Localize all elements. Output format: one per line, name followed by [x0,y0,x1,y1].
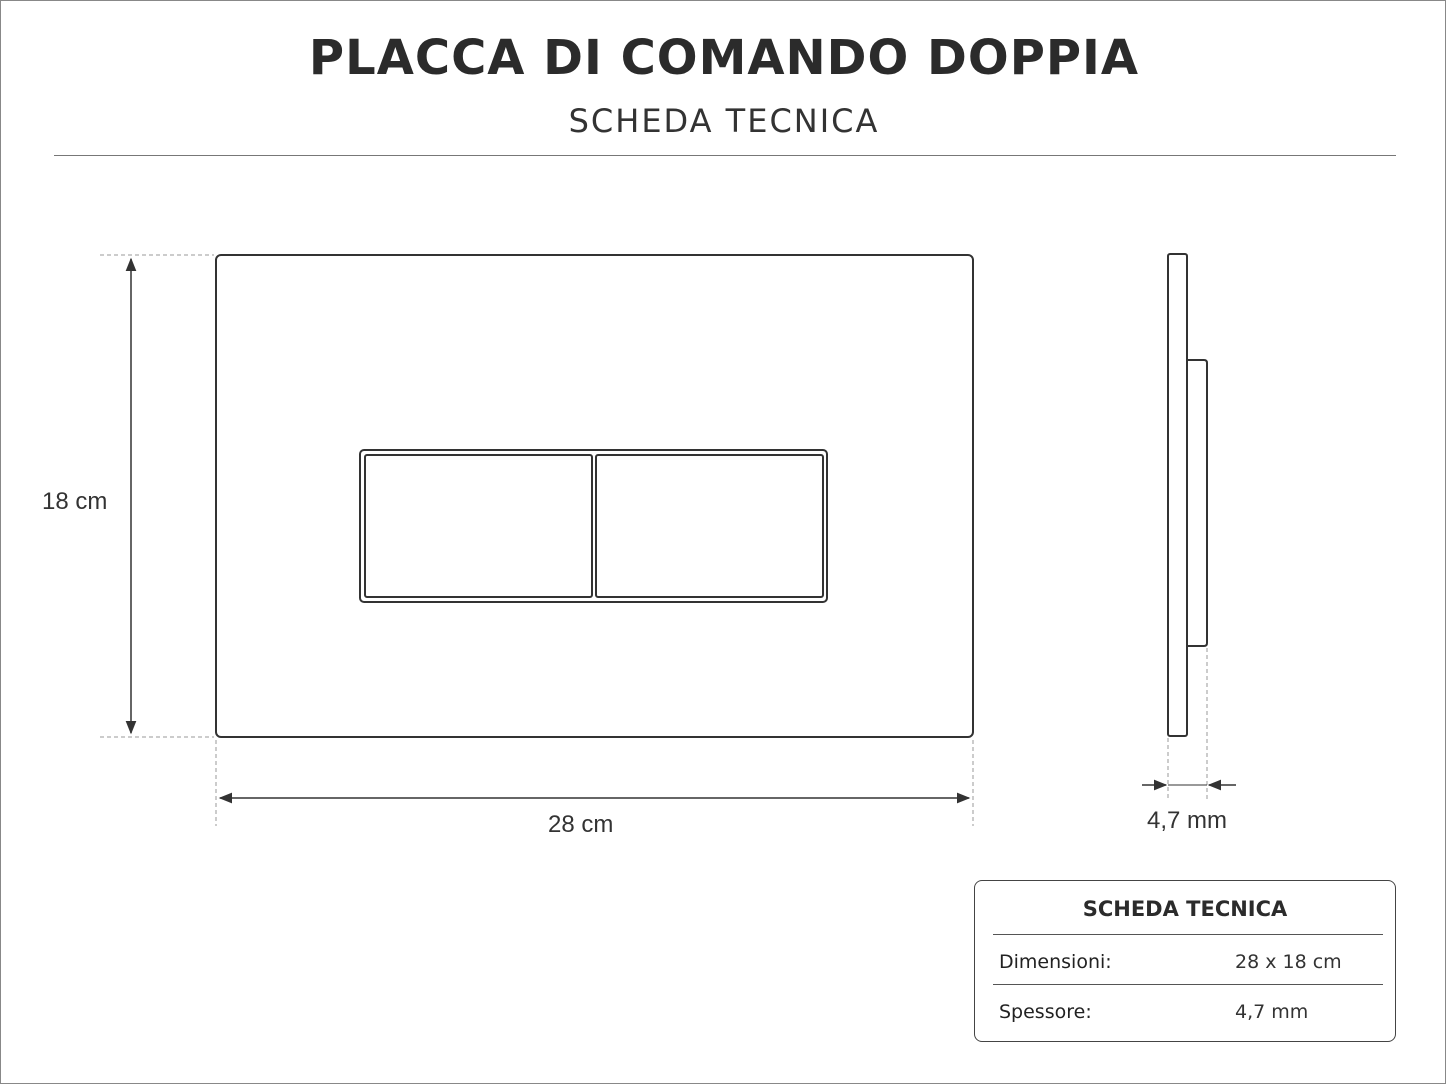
spec-table [974,880,1396,1042]
plate-front-view [216,255,973,737]
flush-button-right [596,455,823,597]
plate-side-view [1168,254,1187,736]
spec-divider [993,934,1383,935]
width-label: 28 cm [548,811,614,838]
button-frame [360,450,827,602]
thickness-label: 4,7 mm [1147,807,1228,834]
flush-button-left [365,455,592,597]
spec-label-thickness: Spessore: [999,1001,1092,1023]
page-subtitle: SCHEDA TECNICA [568,102,880,140]
spec-label-dimensions: Dimensioni: [999,951,1112,973]
height-label: 18 cm [42,488,108,515]
spec-divider [993,984,1383,985]
button-side-profile [1187,360,1207,646]
spec-table-title: SCHEDA TECNICA [1082,897,1288,921]
spec-value-dimensions: 28 x 18 cm [1235,951,1342,973]
spec-value-thickness: 4,7 mm [1235,1001,1309,1023]
page-title: PLACCA DI COMANDO DOPPIA [308,30,1140,86]
